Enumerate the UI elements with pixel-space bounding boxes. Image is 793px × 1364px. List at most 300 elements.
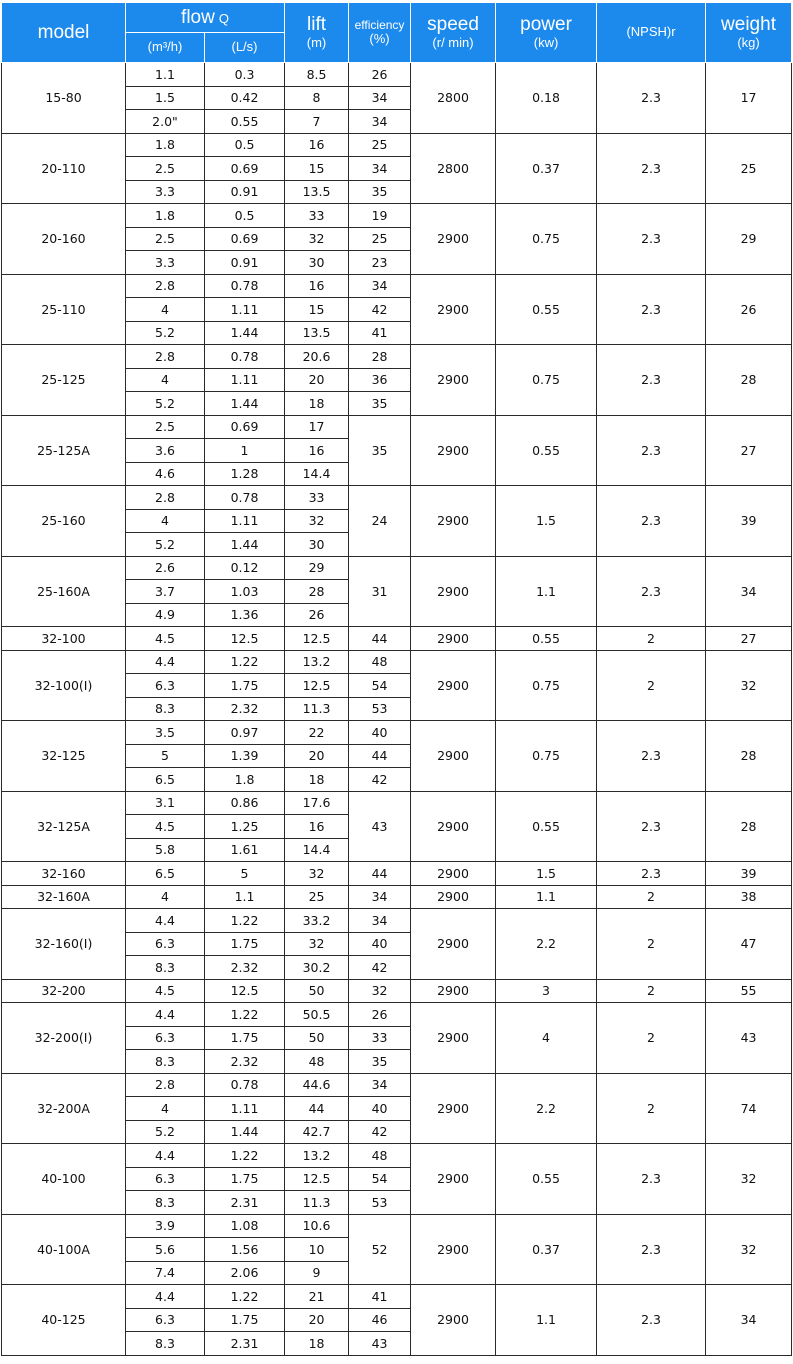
table-row [2,627,792,651]
efficiency-cell: 34 [349,885,411,909]
weight-cell: 27 [706,415,792,486]
lift-cell: 30.2 [285,956,349,980]
header-speed-unit: (r/ min) [432,34,474,50]
lift-cell: 22 [285,721,349,745]
table-row [2,204,792,228]
speed-cell: 2800 [411,133,496,204]
power-cell: 1.1 [496,556,597,627]
flow-m3h-cell: 4.6 [126,462,205,486]
flow-m3h-cell: 8.3 [126,1050,205,1074]
speed-cell: 2900 [411,204,496,275]
power-cell: 1.1 [496,885,597,909]
weight-cell: 17 [706,63,792,134]
npsh-cell: 2.3 [597,556,706,627]
flow-ls-cell: 5 [205,862,285,886]
efficiency-cell: 43 [349,791,411,862]
table-row [2,1003,792,1027]
weight-cell: 29 [706,204,792,275]
table-row [2,909,792,933]
npsh-cell: 2.3 [597,415,706,486]
flow-m3h-cell: 8.3 [126,697,205,721]
efficiency-cell: 34 [349,110,411,134]
flow-m3h-cell: 3.3 [126,251,205,275]
flow-ls-cell: 1.11 [205,1097,285,1121]
lift-cell: 12.5 [285,627,349,651]
flow-ls-cell: 12.5 [205,627,285,651]
flow-ls-cell: 2.06 [205,1261,285,1285]
power-cell: 2.2 [496,909,597,980]
flow-m3h-cell: 3.6 [126,439,205,463]
npsh-cell: 2.3 [597,862,706,886]
model-cell: 32-160 [2,862,126,886]
weight-cell: 27 [706,627,792,651]
lift-cell: 18 [285,392,349,416]
efficiency-cell: 19 [349,204,411,228]
flow-ls-cell: 1.75 [205,1026,285,1050]
lift-cell: 16 [285,439,349,463]
model-cell: 32-160A [2,885,126,909]
table-row [2,1073,792,1097]
speed-cell: 2900 [411,791,496,862]
flow-m3h-cell: 8.3 [126,1332,205,1356]
table-row [2,650,792,674]
npsh-cell: 2.3 [597,791,706,862]
table-row [2,1144,792,1168]
model-cell: 32-100(I) [2,650,126,721]
flow-m3h-cell: 2.5 [126,227,205,251]
speed-cell: 2800 [411,63,496,134]
flow-ls-cell: 1.44 [205,1120,285,1144]
power-cell: 3 [496,979,597,1003]
efficiency-cell: 34 [349,1073,411,1097]
flow-ls-cell: 1.75 [205,1167,285,1191]
flow-ls-cell: 0.5 [205,133,285,157]
speed-cell: 2900 [411,979,496,1003]
lift-cell: 14.4 [285,838,349,862]
flow-m3h-cell: 5.2 [126,392,205,416]
flow-m3h-cell: 3.1 [126,791,205,815]
flow-m3h-cell: 4 [126,298,205,322]
efficiency-cell: 42 [349,956,411,980]
weight-cell: 32 [706,1214,792,1285]
speed-cell: 2900 [411,721,496,792]
efficiency-cell: 53 [349,1191,411,1215]
flow-ls-cell: 0.69 [205,157,285,181]
model-cell: 25-160A [2,556,126,627]
flow-m3h-cell: 5.2 [126,1120,205,1144]
header-npsh-label: (NPSH)r [626,24,676,40]
lift-cell: 50 [285,1026,349,1050]
flow-ls-cell: 0.5 [205,204,285,228]
efficiency-cell: 43 [349,1332,411,1356]
table-row [2,345,792,369]
weight-cell: 26 [706,274,792,345]
flow-ls-cell: 1.22 [205,1285,285,1309]
npsh-cell: 2.3 [597,721,706,792]
model-cell: 32-125A [2,791,126,862]
lift-cell: 44 [285,1097,349,1121]
flow-ls-cell: 0.69 [205,227,285,251]
npsh-cell: 2.3 [597,1144,706,1215]
flow-ls-cell: 1.22 [205,650,285,674]
weight-cell: 32 [706,650,792,721]
model-cell: 40-100A [2,1214,126,1285]
lift-cell: 33 [285,486,349,510]
header-lift-unit: (m) [306,34,327,50]
lift-cell: 9 [285,1261,349,1285]
table-body [2,63,792,1356]
lift-cell: 20 [285,1308,349,1332]
efficiency-cell: 31 [349,556,411,627]
flow-m3h-cell: 4 [126,1097,205,1121]
lift-cell: 26 [285,603,349,627]
lift-cell: 16 [285,815,349,839]
header-weight-label: weight [721,14,776,36]
power-cell: 0.75 [496,345,597,416]
efficiency-cell: 54 [349,674,411,698]
flow-ls-cell: 1.08 [205,1214,285,1238]
model-cell: 25-160 [2,486,126,557]
efficiency-cell: 36 [349,368,411,392]
lift-cell: 28 [285,580,349,604]
lift-cell: 42.7 [285,1120,349,1144]
efficiency-cell: 53 [349,697,411,721]
npsh-cell: 2.3 [597,133,706,204]
power-cell: 0.18 [496,63,597,134]
flow-m3h-cell: 6.3 [126,1167,205,1191]
model-cell: 25-110 [2,274,126,345]
flow-m3h-cell: 1.5 [126,86,205,110]
lift-cell: 16 [285,133,349,157]
efficiency-cell: 34 [349,909,411,933]
npsh-cell: 2 [597,1003,706,1074]
model-cell: 25-125 [2,345,126,416]
lift-cell: 11.3 [285,697,349,721]
flow-ls-cell: 0.69 [205,415,285,439]
table-row [2,862,792,886]
efficiency-cell: 40 [349,1097,411,1121]
lift-cell: 10 [285,1238,349,1262]
flow-m3h-cell: 6.3 [126,932,205,956]
flow-m3h-cell: 1.1 [126,63,205,87]
flow-m3h-cell: 2.8 [126,486,205,510]
efficiency-cell: 42 [349,1120,411,1144]
weight-cell: 25 [706,133,792,204]
lift-cell: 13.5 [285,180,349,204]
speed-cell: 2900 [411,1073,496,1144]
npsh-cell: 2.3 [597,63,706,134]
table-row [2,274,792,298]
efficiency-cell: 42 [349,298,411,322]
model-cell: 25-125A [2,415,126,486]
flow-m3h-cell: 5.8 [126,838,205,862]
power-cell: 0.55 [496,791,597,862]
efficiency-cell: 41 [349,1285,411,1309]
efficiency-cell: 40 [349,932,411,956]
weight-cell: 55 [706,979,792,1003]
flow-ls-cell: 2.31 [205,1191,285,1215]
flow-ls-cell: 2.32 [205,956,285,980]
power-cell: 0.75 [496,721,597,792]
lift-cell: 15 [285,298,349,322]
lift-cell: 12.5 [285,1167,349,1191]
weight-cell: 47 [706,909,792,980]
flow-m3h-cell: 3.7 [126,580,205,604]
power-cell: 0.55 [496,1144,597,1215]
efficiency-cell: 52 [349,1214,411,1285]
weight-cell: 34 [706,1285,792,1356]
flow-ls-cell: 2.32 [205,697,285,721]
flow-m3h-cell: 3.3 [126,180,205,204]
flow-ls-cell: 0.91 [205,180,285,204]
efficiency-cell: 26 [349,63,411,87]
header-flow-ls-label: (L/s) [231,39,258,55]
table-row [2,791,792,815]
flow-ls-cell: 1.25 [205,815,285,839]
efficiency-cell: 34 [349,157,411,181]
model-cell: 32-160(I) [2,909,126,980]
lift-cell: 30 [285,251,349,275]
efficiency-cell: 42 [349,768,411,792]
lift-cell: 18 [285,1332,349,1356]
efficiency-cell: 35 [349,392,411,416]
flow-m3h-cell: 5.2 [126,533,205,557]
lift-cell: 14.4 [285,462,349,486]
flow-ls-cell: 1.28 [205,462,285,486]
table-row [2,133,792,157]
lift-cell: 32 [285,932,349,956]
flow-ls-cell: 0.78 [205,1073,285,1097]
efficiency-cell: 25 [349,227,411,251]
flow-ls-cell: 0.78 [205,274,285,298]
lift-cell: 13.2 [285,650,349,674]
efficiency-cell: 48 [349,1144,411,1168]
flow-m3h-cell: 2.6 [126,556,205,580]
weight-cell: 43 [706,1003,792,1074]
flow-m3h-cell: 6.5 [126,768,205,792]
header-flow [126,3,285,33]
lift-cell: 21 [285,1285,349,1309]
lift-cell: 33 [285,204,349,228]
flow-ls-cell: 1.11 [205,509,285,533]
model-cell: 32-200(I) [2,1003,126,1074]
flow-ls-cell: 1.22 [205,1003,285,1027]
lift-cell: 10.6 [285,1214,349,1238]
flow-m3h-cell: 5.2 [126,321,205,345]
weight-cell: 39 [706,862,792,886]
flow-m3h-cell: 1.8 [126,133,205,157]
power-cell: 0.75 [496,204,597,275]
header-flow-ls [205,33,285,63]
flow-m3h-cell: 6.3 [126,1026,205,1050]
flow-ls-cell: 0.3 [205,63,285,87]
header-model [2,3,126,63]
power-cell: 0.55 [496,274,597,345]
flow-m3h-cell: 4.4 [126,1003,205,1027]
speed-cell: 2900 [411,415,496,486]
pump-spec-table [1,2,792,1356]
lift-cell: 30 [285,533,349,557]
flow-m3h-cell: 3.9 [126,1214,205,1238]
power-cell: 1.1 [496,1285,597,1356]
lift-cell: 13.5 [285,321,349,345]
speed-cell: 2900 [411,627,496,651]
efficiency-cell: 46 [349,1308,411,1332]
weight-cell: 28 [706,345,792,416]
lift-cell: 18 [285,768,349,792]
flow-ls-cell: 0.97 [205,721,285,745]
weight-cell: 74 [706,1073,792,1144]
flow-ls-cell: 1.22 [205,909,285,933]
model-cell: 15-80 [2,63,126,134]
table-row [2,885,792,909]
power-cell: 1.5 [496,486,597,557]
flow-m3h-cell: 6.5 [126,862,205,886]
flow-ls-cell: 1.11 [205,298,285,322]
header-flow-q: Q [218,10,229,26]
flow-m3h-cell: 2.8 [126,274,205,298]
header-efficiency-label: efficiency [354,17,405,32]
npsh-cell: 2 [597,909,706,980]
lift-cell: 20 [285,744,349,768]
power-cell: 0.55 [496,415,597,486]
npsh-cell: 2.3 [597,345,706,416]
efficiency-cell: 48 [349,650,411,674]
lift-cell: 16 [285,274,349,298]
flow-m3h-cell: 4.5 [126,815,205,839]
power-cell: 0.55 [496,627,597,651]
efficiency-cell: 40 [349,721,411,745]
flow-ls-cell: 1.75 [205,1308,285,1332]
model-cell: 32-100 [2,627,126,651]
flow-ls-cell: 1.1 [205,885,285,909]
power-cell: 0.75 [496,650,597,721]
lift-cell: 11.3 [285,1191,349,1215]
efficiency-cell: 44 [349,862,411,886]
efficiency-cell: 44 [349,744,411,768]
flow-m3h-cell: 2.8 [126,345,205,369]
flow-ls-cell: 12.5 [205,979,285,1003]
table-row [2,721,792,745]
header-efficiency-unit: (%) [369,31,390,47]
table-row [2,979,792,1003]
header-power-unit: (kw) [533,34,559,50]
flow-ls-cell: 0.86 [205,791,285,815]
header-flow-m3h [126,33,205,63]
lift-cell: 50 [285,979,349,1003]
lift-cell: 32 [285,509,349,533]
efficiency-cell: 23 [349,251,411,275]
flow-m3h-cell: 2.0" [126,110,205,134]
npsh-cell: 2 [597,650,706,721]
flow-m3h-cell: 4.9 [126,603,205,627]
lift-cell: 17.6 [285,791,349,815]
flow-m3h-cell: 4.5 [126,979,205,1003]
flow-m3h-cell: 4.4 [126,909,205,933]
model-cell: 40-100 [2,1144,126,1215]
speed-cell: 2900 [411,556,496,627]
lift-cell: 12.5 [285,674,349,698]
power-cell: 0.37 [496,1214,597,1285]
speed-cell: 2900 [411,345,496,416]
speed-cell: 2900 [411,1144,496,1215]
flow-m3h-cell: 4 [126,368,205,392]
flow-m3h-cell: 8.3 [126,1191,205,1215]
speed-cell: 2900 [411,650,496,721]
flow-ls-cell: 1.44 [205,321,285,345]
lift-cell: 13.2 [285,1144,349,1168]
npsh-cell: 2 [597,979,706,1003]
weight-cell: 38 [706,885,792,909]
lift-cell: 33.2 [285,909,349,933]
efficiency-cell: 35 [349,180,411,204]
npsh-cell: 2.3 [597,1285,706,1356]
speed-cell: 2900 [411,486,496,557]
flow-ls-cell: 1.44 [205,392,285,416]
efficiency-cell: 34 [349,86,411,110]
model-cell: 32-200A [2,1073,126,1144]
flow-ls-cell: 0.91 [205,251,285,275]
lift-cell: 8.5 [285,63,349,87]
flow-m3h-cell: 8.3 [126,956,205,980]
header-lift [285,3,349,63]
efficiency-cell: 24 [349,486,411,557]
efficiency-cell: 54 [349,1167,411,1191]
flow-m3h-cell: 2.5 [126,415,205,439]
flow-ls-cell: 2.32 [205,1050,285,1074]
lift-cell: 50.5 [285,1003,349,1027]
efficiency-cell: 41 [349,321,411,345]
npsh-cell: 2 [597,1073,706,1144]
lift-cell: 25 [285,885,349,909]
lift-cell: 48 [285,1050,349,1074]
table-row [2,1285,792,1309]
flow-ls-cell: 1.03 [205,580,285,604]
table-header [2,3,792,63]
npsh-cell: 2 [597,885,706,909]
power-cell: 4 [496,1003,597,1074]
model-cell: 32-125 [2,721,126,792]
header-flow-m3h-label: (m³/h) [147,39,183,55]
header-lift-label: lift [307,14,327,36]
flow-m3h-cell: 4.4 [126,650,205,674]
header-power [496,3,597,63]
flow-ls-cell: 1.36 [205,603,285,627]
npsh-cell: 2.3 [597,274,706,345]
flow-m3h-cell: 4 [126,885,205,909]
speed-cell: 2900 [411,274,496,345]
flow-m3h-cell: 2.5 [126,157,205,181]
npsh-cell: 2.3 [597,1214,706,1285]
header-npsh [597,3,706,63]
flow-m3h-cell: 5 [126,744,205,768]
efficiency-cell: 35 [349,415,411,486]
table-row [2,415,792,439]
efficiency-cell: 33 [349,1026,411,1050]
model-cell: 40-125 [2,1285,126,1356]
header-speed [411,3,496,63]
weight-cell: 28 [706,791,792,862]
flow-m3h-cell: 1.8 [126,204,205,228]
efficiency-cell: 25 [349,133,411,157]
flow-ls-cell: 1.56 [205,1238,285,1262]
header-efficiency [349,3,411,63]
efficiency-cell: 32 [349,979,411,1003]
flow-ls-cell: 2.31 [205,1332,285,1356]
weight-cell: 39 [706,486,792,557]
lift-cell: 44.6 [285,1073,349,1097]
lift-cell: 7 [285,110,349,134]
